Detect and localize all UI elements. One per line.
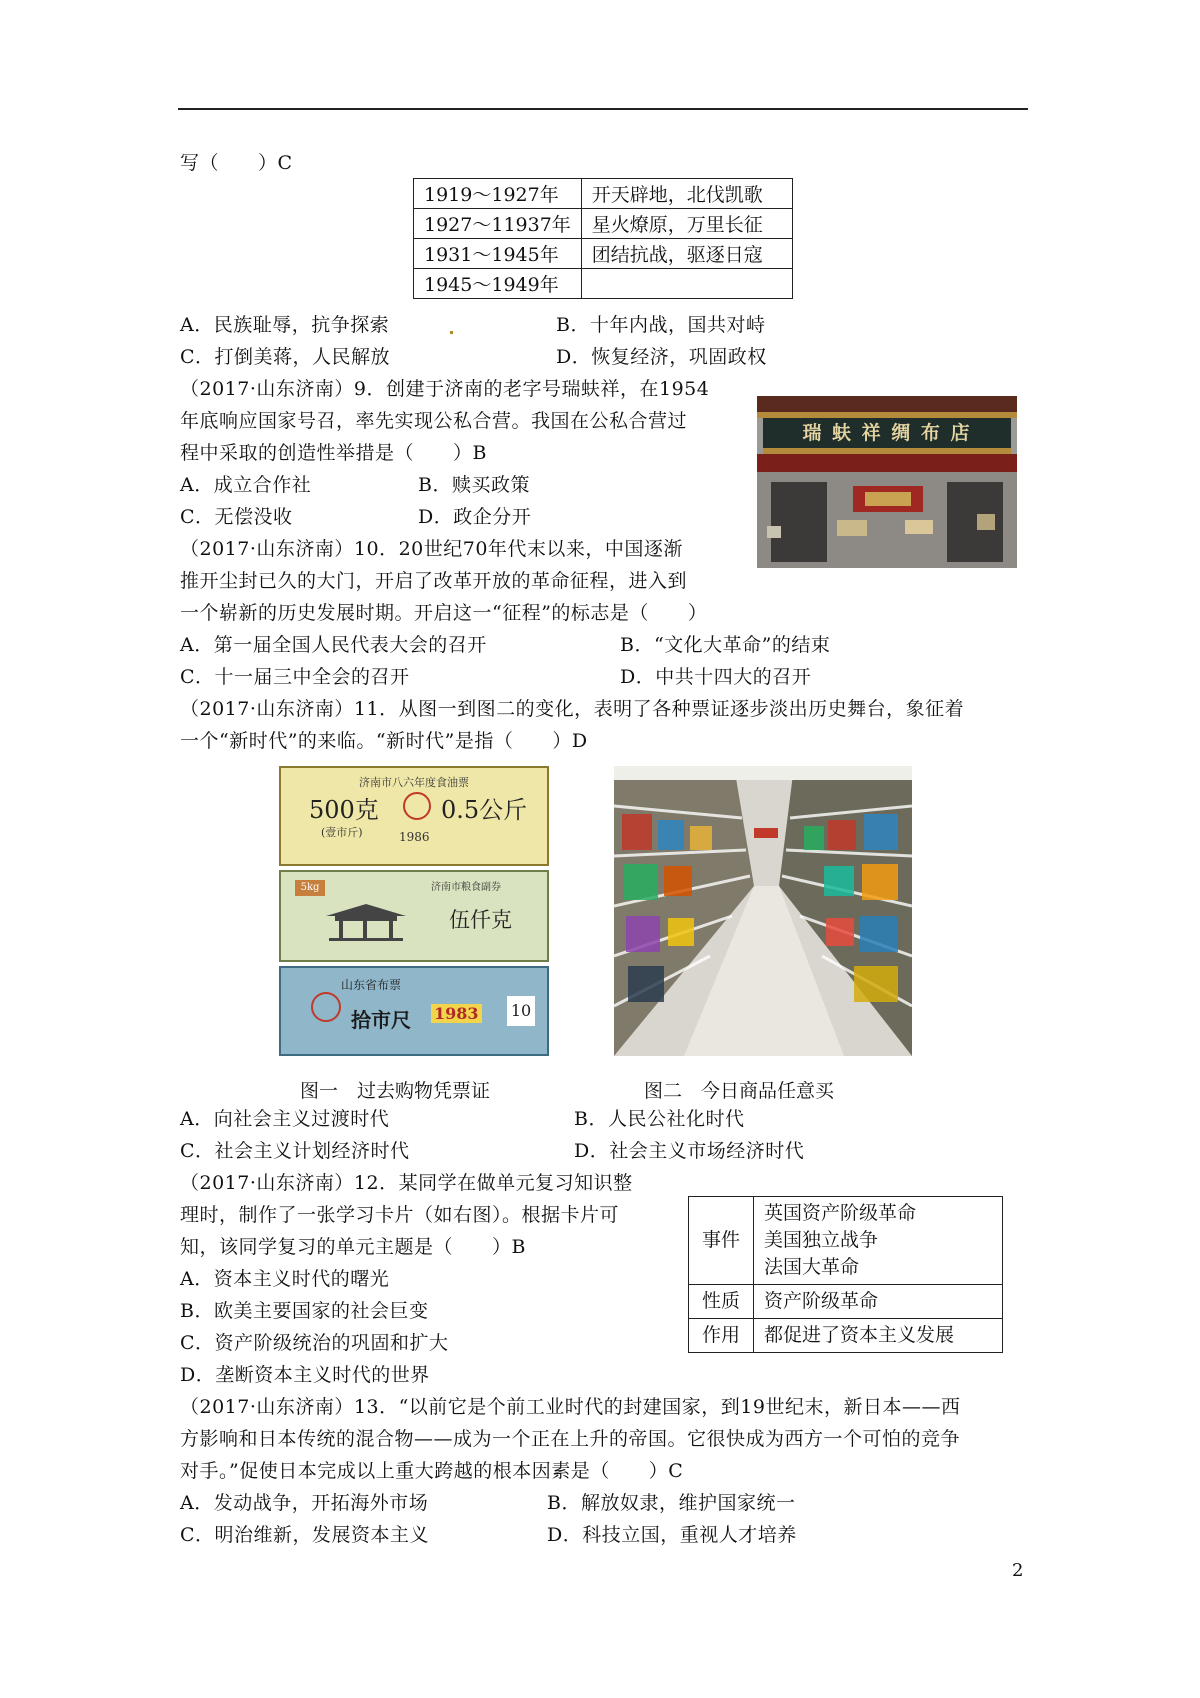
- period-cell: 1919～1927年: [414, 179, 582, 209]
- q10-option-b: B．“文化大革命”的结束: [620, 634, 831, 656]
- cloth-ticket-amount: 拾市尺: [351, 1008, 411, 1032]
- q12-line-1: （2017·山东济南）12．某同学在做单元复习知识整: [180, 1172, 633, 1194]
- theme-cell: 星火燎原，万里长征: [581, 209, 792, 239]
- supermarket-illustration: [614, 766, 912, 1056]
- q11-line-1: （2017·山东济南）11．从图一到图二的变化，表明了各种票证逐步淡出历史舞台，象征着: [180, 698, 965, 720]
- oil-ticket-seal-icon: [403, 792, 431, 820]
- grain-ticket-title: 济南市粮食副券: [431, 882, 501, 893]
- card-event-item: 英国资产阶级革命: [764, 1202, 917, 1224]
- table-row: [414, 239, 793, 269]
- q10-option-a: A．第一届全国人民代表大会的召开: [180, 634, 487, 656]
- cloth-ticket-seal-icon: [311, 992, 341, 1022]
- table-row: [414, 209, 793, 239]
- theme-cell: [581, 269, 792, 299]
- q10-option-d: D．中共十四大的召开: [620, 666, 812, 688]
- card-key-event: 事件: [689, 1197, 754, 1285]
- card-event-item: 法国大革命: [764, 1256, 860, 1278]
- q11-option-d: D．社会主义市场经济时代: [574, 1140, 805, 1162]
- q13-option-d: D．科技立国，重视人才培养: [547, 1524, 797, 1546]
- q13-option-a: A．发动战争，开拓海外市场: [180, 1492, 429, 1514]
- q9-line-1: （2017·山东济南）9．创建于济南的老字号瑞蚨祥，在1954: [180, 378, 710, 400]
- header-rule: [178, 108, 1028, 110]
- card-row-nature: [689, 1285, 1003, 1319]
- q9-option-a: A．成立合作社: [180, 474, 312, 496]
- table-row: [414, 179, 793, 209]
- q12-line-3: 知，该同学复习的单元主题是（ ）B: [180, 1236, 526, 1258]
- q8-option-b: B．十年内战，国共对峙: [556, 314, 766, 336]
- storefront-photo: [757, 396, 1017, 568]
- ration-tickets-photo: [279, 766, 549, 1056]
- figure-2-caption: 图二 今日商品任意买: [644, 1080, 835, 1102]
- period-cell: 1927～11937年: [414, 209, 582, 239]
- oil-ticket-unit: (壹市斤): [321, 826, 363, 839]
- q11-option-b: B．人民公社化时代: [574, 1108, 745, 1130]
- card-row-effect: [689, 1319, 1003, 1353]
- period-cell: 1931～1945年: [414, 239, 582, 269]
- oil-ticket-amount-kg: 0.5公斤: [441, 796, 528, 824]
- q9-line-3: 程中采取的创造性举措是（ ）B: [180, 442, 487, 464]
- cloth-ticket: [279, 966, 549, 1056]
- q11-option-a: A．向社会主义过渡时代: [180, 1108, 390, 1130]
- q10-line-3: 一个崭新的历史发展时期。开启这一“征程”的标志是（ ）: [180, 602, 708, 624]
- q13-option-c: C．明治维新，发展资本主义: [180, 1524, 430, 1546]
- period-cell: 1945～1949年: [414, 269, 582, 299]
- q8-option-c: C．打倒美蒋，人民解放: [180, 346, 391, 368]
- card-effect: 都促进了资本主义发展: [754, 1319, 1003, 1353]
- card-event-item: 美国独立战争: [764, 1229, 879, 1251]
- timeline-table: [413, 178, 793, 299]
- card-key-effect: 作用: [689, 1319, 754, 1353]
- q12-option-c: C．资产阶级统治的巩固和扩大: [180, 1332, 449, 1354]
- q12-option-b: B．欧美主要国家的社会巨变: [180, 1300, 429, 1322]
- figure-1-caption: 图一 过去购物凭票证: [300, 1080, 491, 1102]
- study-card: [688, 1196, 1003, 1353]
- oil-ticket: [279, 766, 549, 866]
- q12-option-d: D．垄断资本主义时代的世界: [180, 1364, 430, 1386]
- q12-line-2: 理时，制作了一张学习卡片（如右图）。根据卡片可: [180, 1204, 620, 1226]
- grain-ticket-tag: 5kg: [295, 880, 325, 896]
- table-row: [414, 269, 793, 299]
- q9-option-b: B．赎买政策: [418, 474, 530, 496]
- card-key-nature: 性质: [689, 1285, 754, 1319]
- cloth-ticket-number: 10: [507, 996, 535, 1026]
- q8-option-a: A．民族耻辱，抗争探索: [180, 314, 390, 336]
- q13-line-3: 对手。”促使日本完成以上重大跨越的根本因素是（ ）C: [180, 1460, 684, 1482]
- q10-option-c: C．十一届三中全会的召开: [180, 666, 410, 688]
- oil-ticket-amount: 500克: [309, 796, 379, 824]
- card-nature: 资产阶级革命: [754, 1285, 1003, 1319]
- cloth-ticket-title: 山东省布票: [341, 978, 402, 992]
- card-row-event: [689, 1197, 1003, 1285]
- q10-line-1: （2017·山东济南）10．20世纪70年代末以来，中国逐渐: [180, 538, 683, 560]
- oil-ticket-year: 1986: [399, 830, 430, 844]
- q9-option-c: C．无偿没收: [180, 506, 293, 528]
- cloth-ticket-year: 1983: [431, 1004, 482, 1023]
- q10-line-2: 推开尘封已久的大门，开启了改革开放的革命征程，进入到: [180, 570, 688, 592]
- oil-ticket-title: 济南市八六年度食油票: [359, 776, 469, 789]
- q13-line-1: （2017·山东济南）13．“以前它是个前工业时代的封建国家，到19世纪末，新日本——西: [180, 1396, 961, 1418]
- card-events: [754, 1197, 1003, 1285]
- q13-line-2: 方影响和日本传统的混合物——成为一个正在上升的帝国。它很快成为西方一个可怕的竞争: [180, 1428, 961, 1450]
- q8-stem: 写（ ）C: [180, 152, 293, 174]
- q12-option-a: A．资本主义时代的曙光: [180, 1268, 390, 1290]
- q8-option-d: D．恢复经济，巩固政权: [556, 346, 767, 368]
- scan-speck: [450, 331, 453, 334]
- q11-option-c: C．社会主义计划经济时代: [180, 1140, 410, 1162]
- grain-ticket: [279, 870, 549, 962]
- q13-option-b: B．解放奴隶，维护国家统一: [547, 1492, 796, 1514]
- theme-cell: 开天辟地，北伐凯歌: [581, 179, 792, 209]
- q9-line-2: 年底响应国家号召，率先实现公私合营。我国在公私合营过: [180, 410, 688, 432]
- storefront-sign-text: 瑞 蚨 祥 绸 布 店: [802, 422, 972, 444]
- theme-cell: 团结抗战，驱逐日寇: [581, 239, 792, 269]
- supermarket-photo: [614, 766, 912, 1056]
- q11-line-2: 一个“新时代”的来临。“新时代”是指（ ）D: [180, 730, 588, 752]
- q9-option-d: D．政企分开: [418, 506, 532, 528]
- grain-ticket-amount: 伍仟克: [449, 908, 512, 932]
- pavilion-icon: [321, 902, 411, 942]
- page-number: 2: [1012, 1560, 1024, 1581]
